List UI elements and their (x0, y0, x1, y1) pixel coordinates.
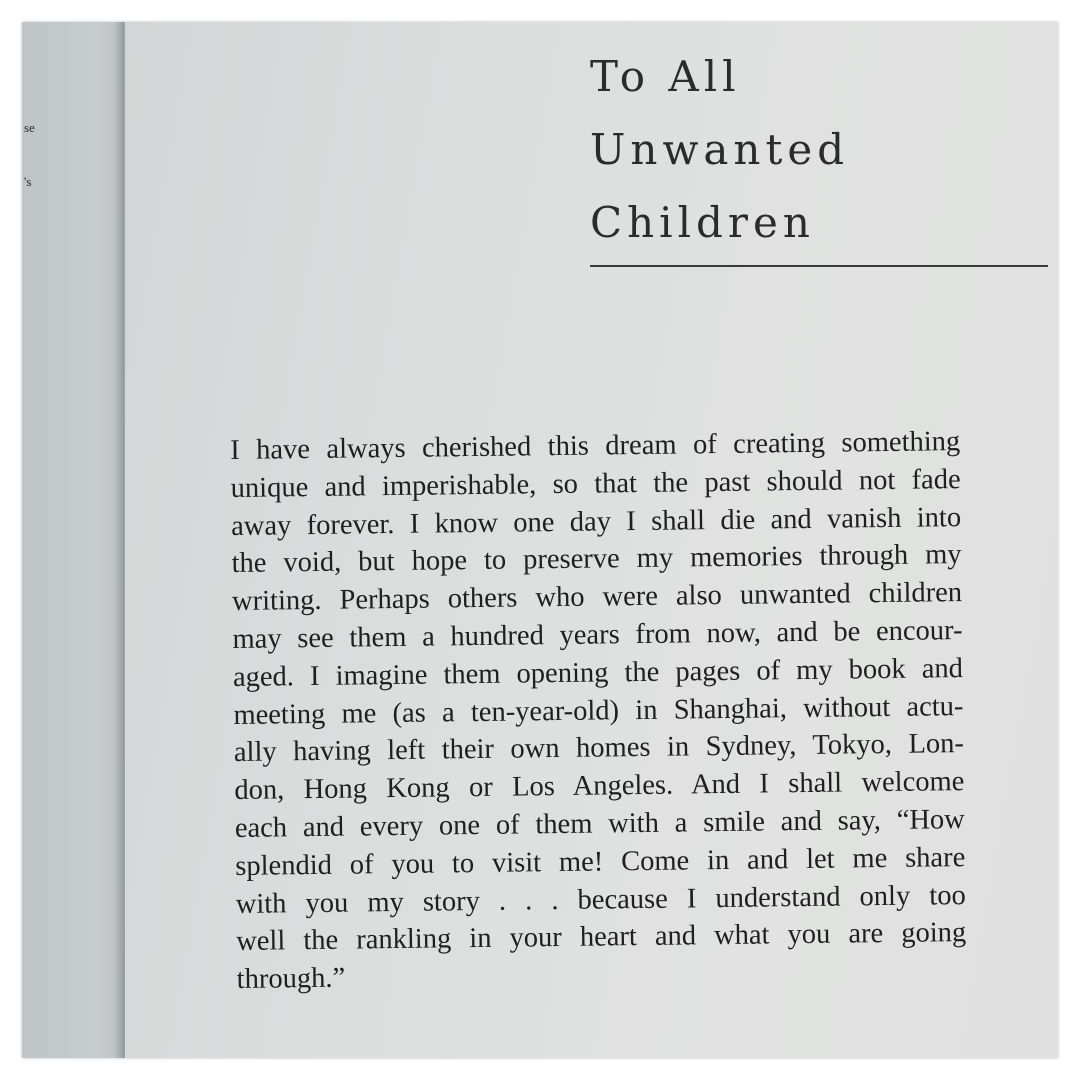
title-rule (590, 265, 1048, 267)
paragraph-line: unique and imperishable, so that the past should not fade (230, 463, 961, 504)
left-page-fragment: 's (24, 174, 32, 189)
left-page-fragment: se (24, 120, 35, 135)
paragraph-line: the void, but hope to preserve my memories through my (231, 539, 962, 580)
paragraph-line: with you my story . . . because I understand only too (235, 879, 966, 920)
chapter-title-line: Unwanted (590, 125, 850, 174)
paragraph-line: each and every one of them with a smile and say, “How (234, 804, 965, 844)
paragraph-line: well the rankling in your heart and what you are going (236, 917, 967, 958)
paragraph-line: writing. Perhaps others who were also unwanted children (231, 577, 963, 618)
paragraph-line: ally having left their own homes in Sydney, Tokyo, Lon- (233, 728, 965, 769)
chapter-title-line: Children (590, 198, 815, 247)
paragraph-line: splendid of you to visit me! Come in and let me share (235, 841, 966, 882)
chapter-title-line: To All (590, 52, 741, 101)
chapter-title (590, 40, 1030, 259)
paragraph-line: may see them a hundred years from now, and be encour- (232, 615, 963, 655)
dedication-paragraph (230, 423, 967, 999)
paragraph-line: through.” (236, 962, 346, 996)
paragraph-line: I have always cherished this dream of creating something (230, 426, 961, 466)
paragraph-line: meeting me (as a ten-year-old) in Shanghai, without actu- (233, 690, 964, 731)
paragraph-line: away forever. I know one day I shall die and vanish into (230, 501, 962, 542)
book-photo-frame (22, 22, 1058, 1058)
paragraph-line: aged. I imagine them opening the pages of my book and (232, 652, 964, 693)
paragraph-line: don, Hong Kong or Los Angeles. And I shall welcome (234, 766, 965, 807)
